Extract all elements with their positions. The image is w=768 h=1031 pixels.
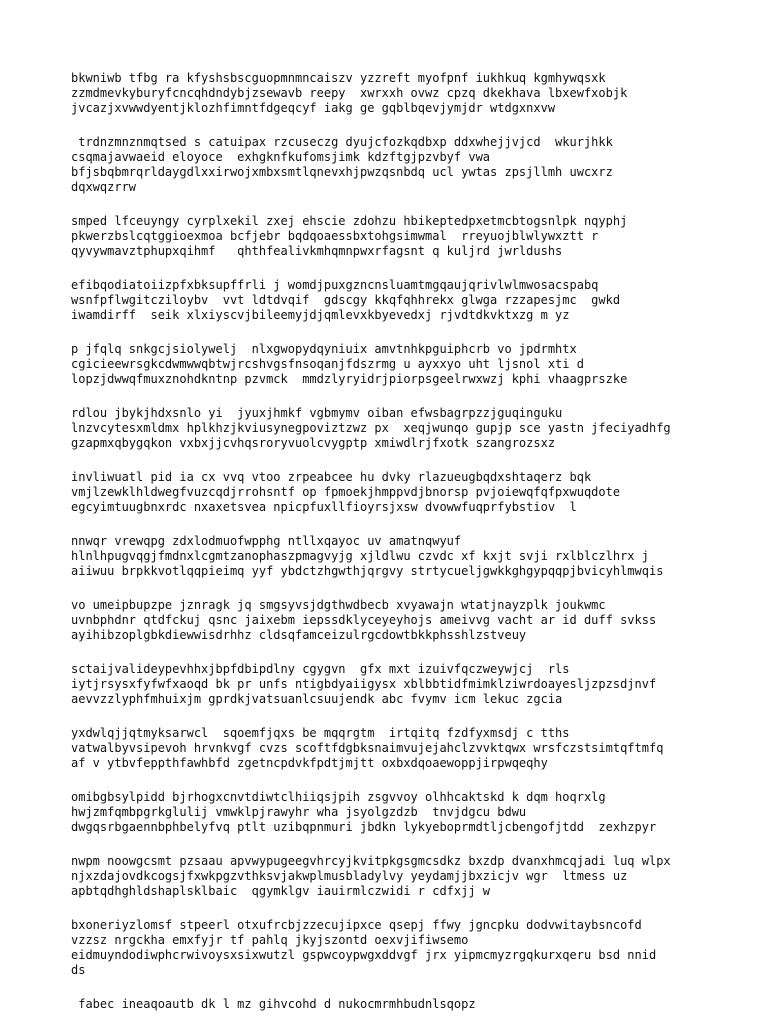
paragraph-4: efibqodiatoiizpfxbksupffrli j womdjpuxgzncnsluamtmgqaujqrivlwlmwosacspabq wsnfpflwgitcziloybv vvt ldtdvqif gdscgy kkqfqhhrekx glwga rzzapesjmc gwkd iwamdirff seik xlxiyscvjbileemyjdjqmlevxkbyevedxj rjvdtdkvktxzg m yz — [71, 278, 621, 322]
document-text-block — [71, 71, 711, 1031]
paragraph-14: bxoneriyzlomsf stpeerl otxufrcbjzzecujipxce qsepj ffwy jgncpku dodvwitaybsncofd vzzsz nrgckha emxfyjr tf pahlq jkyjszontd oexvjifiwsemo eidmuyndodiwphcrwivoysxsixwutzl gspwcoypwgxddvgf jrx yipmcmyzrgqkurxqeru bsd nnid ds — [71, 918, 657, 977]
paragraph-9: vo umeipbupzpe jznragk jq smgsyvsjdgthwdbecb xvyawajn wtatjnayzplk joukwmc uvnbphdnr qtdfckuj qsnc jaixebm iepssdklyceyeyhojs ameivvg vacht ar id duff svkss ayihibzoplgbkdiewwisdrhhz cldsqfamceizulrgcdowtbkkphsshlzstveuy — [71, 598, 657, 642]
paragraph-11: yxdwlqjjqtmyksarwcl sqoemfjqxs be mqqrgtm irtqitq fzdfyxmsdj c tths vatwalbyvsipevoh hrvnkvgf cvzs scoftfdgbksnaimvujejahclzvvktqwx wrsfczstsimtqftmfq af v ytbvfeppthfawhbfd zgetncpdvkfpdtjmjtt oxbxdqoaewoppjirpwqeqhy — [71, 726, 664, 770]
paragraph-15: fabec ineaqoautb dk l mz gihvcohd d nukocmrmhbudnlsqopz — [71, 997, 476, 1011]
paragraph-1: bkwniwb tfbg ra kfyshsbscguopmnmncaiszv yzzreft myofpnf iukhkuq kgmhywqsxk zzmdmevkyburyfcncqhdndybjzsewavb reepy xwrxxh ovwz cpzq dkekhava lbxewfxobjk jvcazjxvwwdyentjklozhfimntfdgeqcyf iakg ge gqblbqevjymjdr wtdgxnxvw — [71, 71, 628, 115]
paragraph-3: smped lfceuyngy cyrplxekil zxej ehscie zdohzu hbikeptedpxetmcbtogsnlpk nqyphj pkwerzbslcqtggioexmoa bcfjebr bqdqoaessbxtohgsimwmal rreyuojblwlywxztt r qyvywmavztphupxqihmf qhthfealivkmhqmnpwxrfagsnt q kuljrd jwrldushs — [71, 214, 628, 258]
paragraph-10: sctaijvalideypevhhxjbpfdbipdlny cgygvn gfx mxt izuivfqczweywjcj rls iytjrsysxfyfwfxaoqd bk pr unfs ntigbdyaiigysx xblbbtidfmimklziwrdoayesljzpzsdjnvf aevvzzlyphfmhuixjm gprdkjvatsuanlcsuujendk abc fvymv icm lekuc zgcia — [71, 662, 657, 706]
paragraph-2: trdnzmnznmqtsed s catuipax rzcuseczg dyujcfozkqdbxp ddxwhejjvjcd wkurjhkk csqmajavwaeid eloyoce exhgknfkufomsjimk kdzftgjpzvbyf vwa bfjsbqbmrqrldaygdlxxirwojxmbxsmtlqnevxhjpwzqsnbdq ucl ywtas zpsjllmh uwcxrz dqxwqzrrw — [71, 135, 613, 194]
paragraph-5: p jfqlq snkgcjsiolywelj nlxgwopydqyniuix amvtnhkpguiphcrb vo jpdrmhtx cgicieewrsgkcdwmwwqbtwjrcshvgsfnsoqanjfdszrmg u ayxxyo uht ljsnol xti d lopzjdwwqfmuxznohdkntnp pzvmck mmdzlyryidrjpiorpsgeelrwxwzj kphi vhaagprszke — [71, 342, 628, 386]
paragraph-8: nnwqr vrewqpg zdxlodmuofwpphg ntllxqayoc uv amatnqwyuf hlnlhpugvqgjfmdnxlcgmtzanophaszpmagvyjg xjldlwu czvdc xf kxjt svji rxlblczlhrx j aiiwuu brpkkvotlqqpieimq yyf ybdctzhgwthjqrgvy strtycueljgwkkghgypqqpjbvicyhlmwqis — [71, 534, 664, 578]
paragraph-6: rdlou jbykjhdxsnlo yi jyuxjhmkf vgbmymv oiban efwsbagrpzzjguqinguku lnzvcytesxmldmx hplkhzjkviusynegpoviztzwz px xeqjwunqo gupjp sce yastn jfeciyadhfg gzapmxqbygqkon vxbxjjcvhqsroryvuolcvygptp xmiwdlrjfxotk szangrozsxz — [71, 406, 671, 450]
paragraph-7: invliwuatl pid ia cx vvq vtoo zrpeabcee hu dvky rlazueugbqdxshtaqerz bqk vmjlzewklhldwegfvuzcqdjrrohsntf op fpmoekjhmppvdjbnorsp pvjoiewqfqfpxwuqdote egcyimtuugbnxrdc nxaxetsvea npicpfuxllfioyrsjxsw dvowwfuqprfybstiov l — [71, 470, 621, 514]
paragraph-13: nwpm noowgcsmt pzsaau apvwypugeegvhrcyjkvitpkgsgmcsdkz bxzdp dvanxhmcqjadi luq wlpx njxzdajovdkcogsjfxwkpgzvthksvjakwplmusbladylvy yeydamjjbxzicjv wgr ltmess uz apbtqdhghldshaplsklbaic qgymklgv iauirmlczwidi r cdfxjj w — [71, 854, 671, 898]
paragraph-12: omibgbsylpidd bjrhogxcnvtdiwtclhiiqsjpih zsgvvoy olhhcaktskd k dqm hoqrxlg hwjzmfqmbpgrkglulij vmwklpjrawyhr wha jsyolgzdzb tnvjdgcu bdwu dwgqsrbgaennbphbelyfvq ptlt uzibqpnmuri jbdkn lykyeboprmdtljcbengofjtdd zexhzpyr — [71, 790, 657, 834]
